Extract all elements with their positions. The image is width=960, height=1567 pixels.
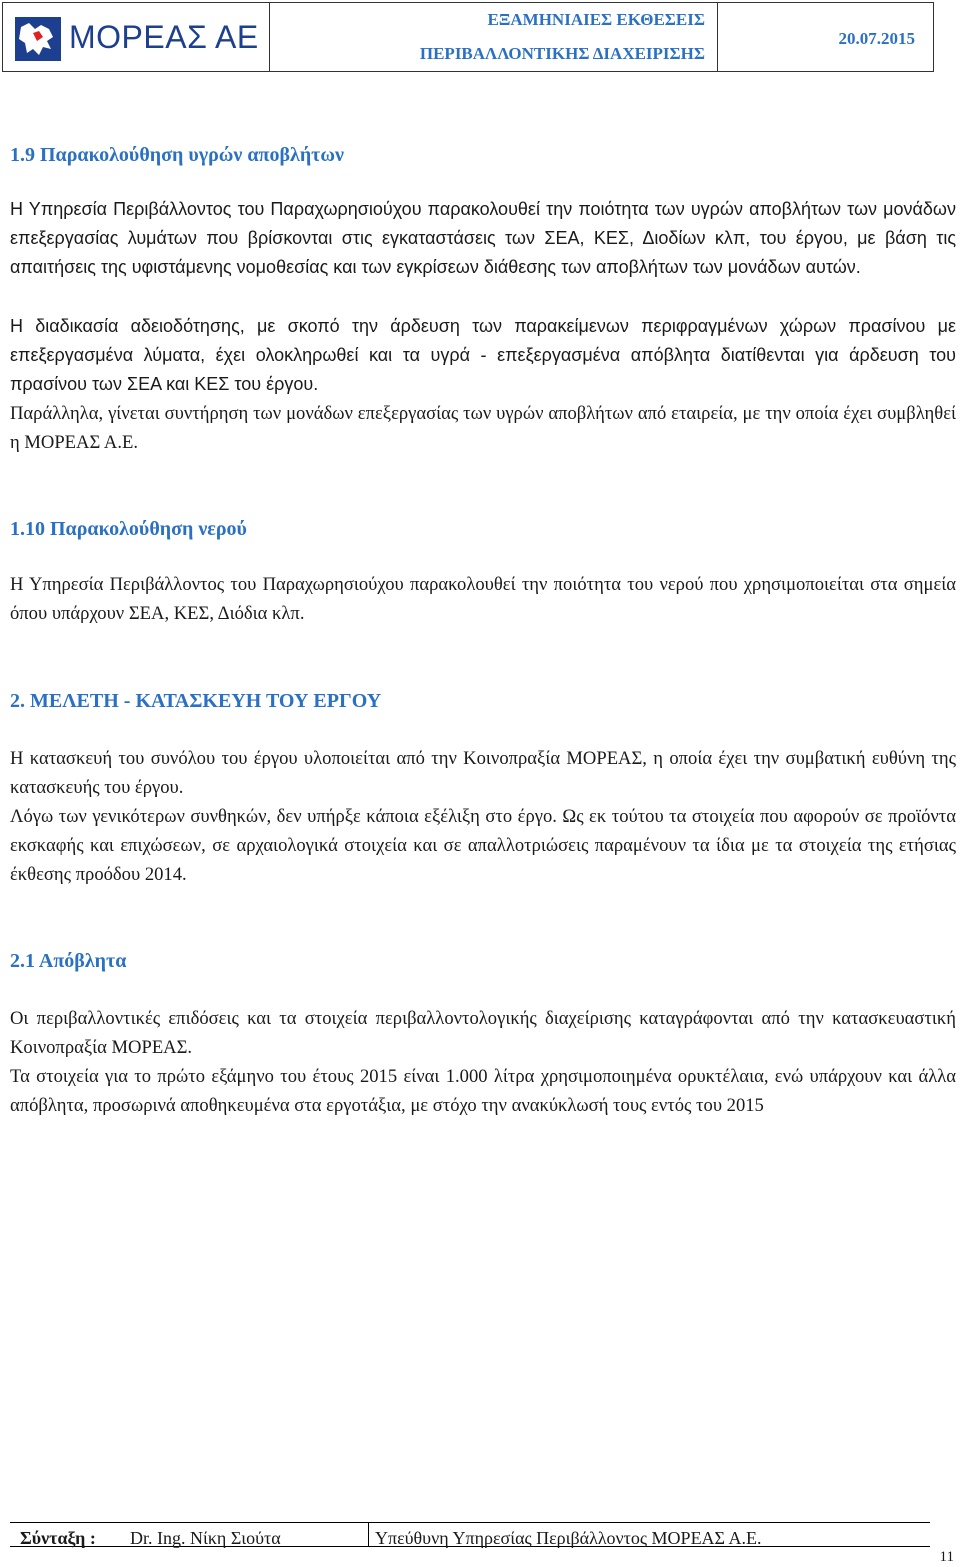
heading-2-1: 2.1 Απόβλητα [10,950,127,972]
logo-text: ΜΟΡΕΑΣ ΑΕ [69,19,259,55]
paragraph: Η διαδικασία αδειοδότησης, με σκοπό την άρδευση των παρακείμενων περιφραγμένων χώρων πρασίνου με επεξεργασμένα λύματα, έχει ολοκληρωθεί και τα υγρά - επεξεργασμένα απόβλητα διατίθενται για άρδευση του πρασίνου των ΣΕΑ και ΚΕΣ του έργου. [10,316,956,395]
footer-department: Υπεύθυνη Υπηρεσίας Περιβάλλοντος ΜΟΡΕΑΣ Α.Ε. [375,1528,762,1548]
report-title-line1: ΕΞΑΜΗΝΙΑΙΕΣ ΕΚΘΕΣΕΙΣ [487,10,705,29]
report-title [270,3,718,71]
page-header [2,2,934,72]
heading-1-9: 1.9 Παρακολούθηση υγρών αποβλήτων [10,144,344,166]
paragraph: Η Υπηρεσία Περιβάλλοντος του Παραχωρησιούχου παρακολουθεί την ποιότητα των υγρών αποβλήτων των μονάδων επεξεργασίας λυμάτων που βρίσκονται στις εγκαταστάσεις των ΣΕΑ, ΚΕΣ, Διοδίων κλπ, του έργου, με βάση τις απαιτήσεις της υφιστάμενης νομοθεσίας και των εγκρίσεων διάθεσης των αποβλήτων των μονάδων αυτών. [10,199,956,278]
heading-2: 2. ΜΕΛΕΤΗ - ΚΑΤΑΣΚΕΥΗ ΤΟΥ ΕΡΓΟΥ [10,690,382,712]
heading-1-10: 1.10 Παρακολούθηση νερού [10,518,247,540]
footer-divider [368,1522,369,1547]
paragraph: Η κατασκευή του συνόλου του έργου υλοποιείται από την Κοινοπραξία ΜΟΡΕΑΣ, η οποία έχει την συμβατική ευθύνη της κατασκευής του έργου. [10,748,956,799]
moreas-map-icon [15,17,61,61]
page-number: 11 [939,1549,954,1565]
paragraph: Λόγω των γενικότερων συνθηκών, δεν υπήρξε κάποια εξέλιξη στο έργο. Ως εκ τούτου τα στοιχεία που αφορούν σε προϊόντα εκσκαφής και επιχώσεων, σε αρχαιολογικά στοιχεία και σε απαλλοτριώσεις παραμένουν τα ίδια με τα στοιχεία της ετήσιας έκθεσης προόδου 2014. [10,806,956,886]
footer-label: Σύνταξη : [20,1528,96,1548]
paragraph: Παράλληλα, γίνεται συντήρηση των μονάδων επεξεργασίας των υγρών αποβλήτων από εταιρεία, με την οποία έχει συμβληθεί η ΜΟΡΕΑΣ Α.Ε. [10,403,956,454]
paragraph: Τα στοιχεία για το πρώτο εξάμηνο του έτους 2015 είναι 1.000 λίτρα χρησιμοποιημένα ορυκτέλαια, ενώ υπάρχουν και άλλα απόβλητα, προσωρινά αποθηκευμένα στα εργοτάξια, με στόχο την ανακύκλωσή τους εντός του 2015 [10,1066,956,1117]
paragraph: Η Υπηρεσία Περιβάλλοντος του Παραχωρησιούχου παρακολουθεί την ποιότητα του νερού που χρησιμοποιείται στα σημεία όπου υπάρχουν ΣΕΑ, ΚΕΣ, Διόδια κλπ. [10,574,956,625]
page-footer [10,1519,930,1549]
report-date: 20.07.2015 [838,29,915,48]
report-title-line2: ΠΕΡΙΒΑΛΛΟΝΤΙΚΗΣ ΔΙΑΧΕΙΡΙΣΗΣ [419,44,705,63]
paragraph: Οι περιβαλλοντικές επιδόσεις και τα στοιχεία περιβαλλοντολογικής διαχείρισης καταγράφονται από την κατασκευαστική Κοινοπραξία ΜΟΡΕΑΣ. [10,1008,956,1059]
footer-author: Dr. Ing. Νίκη Σιούτα [130,1528,281,1548]
company-logo [3,3,270,71]
